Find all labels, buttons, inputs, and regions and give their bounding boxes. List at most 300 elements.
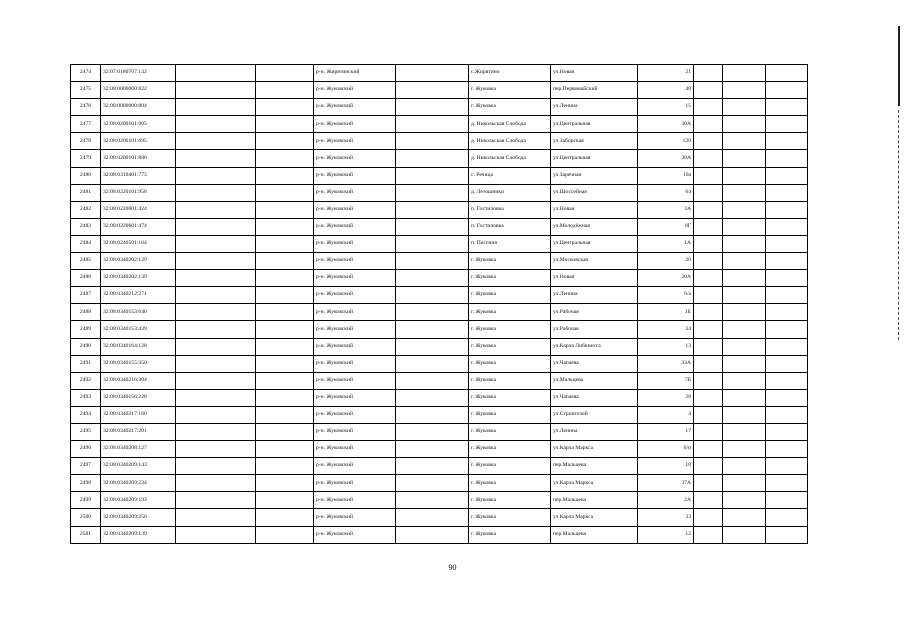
cadastral-number-cell: 32:08:0200101:905 [101,116,176,133]
empty-cell [723,492,766,509]
cadastral-number-cell: 32:08:0220001:424 [101,201,176,218]
table-row [71,492,808,509]
table-row [71,201,808,218]
street-cell: ул.Заборская [551,133,638,150]
district-cell: р-н. Жуковский [314,509,396,526]
empty-cell [723,65,766,82]
street-cell: ул.Карла Маркса [551,475,638,492]
empty-cell [766,509,808,526]
house-number-cell: 13 [638,338,694,355]
empty-cell [176,304,256,321]
street-cell: ул.Новая [551,270,638,287]
row-number-cell: 2482 [71,201,101,218]
row-number-cell: 2492 [71,372,101,389]
district-cell: р-н. Жуковский [314,116,396,133]
empty-cell [723,304,766,321]
cadastral-number-cell: 32:08:0340156:228 [101,389,176,406]
table-row [71,321,808,338]
empty-cell [766,65,808,82]
empty-cell [694,389,723,406]
empty-cell [694,372,723,389]
empty-cell [396,65,469,82]
locality-cell: г. Жуковка [469,99,551,116]
table-row [71,304,808,321]
empty-cell [176,321,256,338]
empty-cell [256,201,314,218]
cadastral-number-cell: 32:08:0340164:128 [101,338,176,355]
row-number-cell: 2481 [71,184,101,201]
table-row [71,167,808,184]
empty-cell [694,441,723,458]
locality-cell: г. Жуковка [469,492,551,509]
street-cell: ул.Рабочая [551,304,638,321]
cadastral-number-cell: 32:08:0340216:304 [101,372,176,389]
cadastral-number-cell: 32:08:0340153:640 [101,304,176,321]
empty-cell [694,201,723,218]
cadastral-number-cell: 32:08:0000000:804 [101,99,176,116]
house-number-cell: 33А [638,355,694,372]
empty-cell [766,201,808,218]
empty-cell [256,65,314,82]
table-row [71,99,808,116]
empty-cell [176,509,256,526]
row-number-cell: 2488 [71,304,101,321]
empty-cell [256,389,314,406]
empty-cell [396,304,469,321]
locality-cell: г. Жуковка [469,389,551,406]
district-cell: р-н. Жуковский [314,253,396,270]
cadastral-number-cell: 32:08:0240501:164 [101,235,176,252]
empty-cell [176,338,256,355]
empty-cell [256,150,314,167]
empty-cell [694,133,723,150]
empty-cell [694,321,723,338]
empty-cell [256,321,314,338]
locality-cell: г. Жуковка [469,82,551,99]
empty-cell [694,355,723,372]
empty-cell [766,99,808,116]
registry-table-body [71,65,808,544]
empty-cell [766,82,808,99]
empty-cell [396,423,469,440]
street-cell: ул.Новая [551,65,638,82]
district-cell: р-н. Жуковский [314,133,396,150]
empty-cell [694,509,723,526]
empty-cell [256,492,314,509]
table-row [71,270,808,287]
empty-cell [766,492,808,509]
empty-cell [176,287,256,304]
district-cell: р-н. Жуковский [314,355,396,372]
empty-cell [176,526,256,543]
empty-cell [723,133,766,150]
district-cell: р-н. Жуковский [314,458,396,475]
locality-cell: п. Песочня [469,235,551,252]
empty-cell [723,167,766,184]
empty-cell [176,253,256,270]
cadastral-number-cell: 32:08:0340209:193 [101,492,176,509]
house-number-cell: 10а [638,167,694,184]
district-cell: р-н. Жуковский [314,389,396,406]
table-row [71,423,808,440]
row-number-cell: 2487 [71,287,101,304]
row-number-cell: 2501 [71,526,101,543]
empty-cell [256,133,314,150]
table-row [71,509,808,526]
empty-cell [396,372,469,389]
empty-cell [256,441,314,458]
empty-cell [256,253,314,270]
empty-cell [723,321,766,338]
empty-cell [766,475,808,492]
locality-cell: п. Гостиловка [469,201,551,218]
district-cell: р-н. Жуковский [314,270,396,287]
cadastral-number-cell: 32:08:0340153:439 [101,321,176,338]
empty-cell [723,116,766,133]
table-row [71,235,808,252]
cadastral-number-cell: 32:08:0200101:886 [101,150,176,167]
locality-cell: г. Жуковка [469,423,551,440]
locality-cell: д. Никольская Слобода [469,116,551,133]
row-number-cell: 2498 [71,475,101,492]
district-cell: р-н. Жирятинский [314,65,396,82]
street-cell: пер.Мальцева [551,492,638,509]
row-number-cell: 2493 [71,389,101,406]
page-edge-line [898,26,900,106]
row-number-cell: 2479 [71,150,101,167]
empty-cell [396,406,469,423]
empty-cell [396,167,469,184]
house-number-cell: 40 [638,82,694,99]
cadastral-number-cell: 32:07:0180707:132 [101,65,176,82]
empty-cell [176,65,256,82]
locality-cell: г. Жуковка [469,406,551,423]
row-number-cell: 2485 [71,253,101,270]
empty-cell [176,389,256,406]
cadastral-number-cell: 32:08:0340202:139 [101,270,176,287]
district-cell: р-н. Жуковский [314,287,396,304]
empty-cell [723,150,766,167]
street-cell: ул.Ленина [551,287,638,304]
table-row [71,406,808,423]
cadastral-number-cell: 32:08:0340209:256 [101,509,176,526]
empty-cell [256,526,314,543]
empty-cell [256,99,314,116]
district-cell: р-н. Жуковский [314,492,396,509]
street-cell: ул.Шоссейная [551,184,638,201]
row-number-cell: 2486 [71,270,101,287]
district-cell: р-н. Жуковский [314,218,396,235]
empty-cell [176,167,256,184]
row-number-cell: 2494 [71,406,101,423]
locality-cell: г. Жуковка [469,475,551,492]
street-cell: ул.Карла Либкнехта [551,338,638,355]
district-cell: р-н. Жуковский [314,82,396,99]
empty-cell [723,82,766,99]
empty-cell [723,423,766,440]
empty-cell [396,355,469,372]
empty-cell [396,116,469,133]
empty-cell [396,184,469,201]
registry-table [70,64,808,544]
locality-cell: г. Жуковка [469,304,551,321]
table-row [71,82,808,99]
row-number-cell: 2480 [71,167,101,184]
empty-cell [694,270,723,287]
street-cell: ул.Карла Маркса [551,441,638,458]
empty-cell [694,235,723,252]
cadastral-number-cell: 32:08:0340209:143 [101,458,176,475]
table-row [71,475,808,492]
cadastral-number-cell: 32:08:0340217:160 [101,406,176,423]
table-row [71,116,808,133]
row-number-cell: 2477 [71,116,101,133]
empty-cell [766,338,808,355]
empty-cell [694,218,723,235]
table-row [71,389,808,406]
street-cell: пер.Первомайский [551,82,638,99]
empty-cell [256,184,314,201]
empty-cell [766,116,808,133]
empty-cell [176,441,256,458]
empty-cell [396,253,469,270]
empty-cell [256,218,314,235]
row-number-cell: 2496 [71,441,101,458]
empty-cell [766,458,808,475]
empty-cell [176,99,256,116]
empty-cell [766,218,808,235]
cadastral-number-cell: 32:08:0340209:139 [101,526,176,543]
empty-cell [396,235,469,252]
house-number-cell: 20А [638,270,694,287]
district-cell: р-н. Жуковский [314,201,396,218]
table-row [71,65,808,82]
empty-cell [723,270,766,287]
empty-cell [256,509,314,526]
locality-cell: д. Никольская Слобода [469,150,551,167]
house-number-cell: 120 [638,133,694,150]
empty-cell [723,184,766,201]
empty-cell [694,492,723,509]
empty-cell [396,270,469,287]
table-row [71,458,808,475]
empty-cell [396,99,469,116]
locality-cell: п. Гостиловка [469,218,551,235]
house-number-cell: 3А [638,201,694,218]
table-row [71,441,808,458]
table-row [71,150,808,167]
empty-cell [396,492,469,509]
empty-cell [694,287,723,304]
district-cell: р-н. Жуковский [314,526,396,543]
district-cell: р-н. Жуковский [314,99,396,116]
empty-cell [766,184,808,201]
empty-cell [256,338,314,355]
empty-cell [176,150,256,167]
cadastral-number-cell: 32:08:0200101:695 [101,133,176,150]
table-row [71,253,808,270]
empty-cell [723,355,766,372]
empty-cell [766,253,808,270]
street-cell: пер.Мальцева [551,458,638,475]
empty-cell [176,355,256,372]
street-cell: ул.Новая [551,201,638,218]
locality-cell: г. Жуковка [469,321,551,338]
empty-cell [396,526,469,543]
empty-cell [396,201,469,218]
district-cell: р-н. Жуковский [314,167,396,184]
empty-cell [694,304,723,321]
empty-cell [766,526,808,543]
page-edge-dashed-line [898,110,900,340]
street-cell: ул.Мальцева [551,372,638,389]
empty-cell [256,304,314,321]
row-number-cell: 2497 [71,458,101,475]
house-number-cell: 10 [638,458,694,475]
empty-cell [723,99,766,116]
row-number-cell: 2474 [71,65,101,82]
empty-cell [256,475,314,492]
street-cell: ул.Чапаева [551,355,638,372]
house-number-cell: 8Г [638,218,694,235]
empty-cell [766,287,808,304]
empty-cell [396,287,469,304]
house-number-cell: 30А [638,150,694,167]
empty-cell [694,475,723,492]
empty-cell [176,82,256,99]
row-number-cell: 2489 [71,321,101,338]
empty-cell [723,458,766,475]
empty-cell [694,253,723,270]
house-number-cell: 12 [638,526,694,543]
empty-cell [256,458,314,475]
empty-cell [766,150,808,167]
row-number-cell: 2490 [71,338,101,355]
district-cell: р-н. Жуковский [314,184,396,201]
empty-cell [176,116,256,133]
empty-cell [694,65,723,82]
empty-cell [694,150,723,167]
row-number-cell: 2484 [71,235,101,252]
house-number-cell: 21 [638,65,694,82]
street-cell: ул.Заречная [551,167,638,184]
empty-cell [176,406,256,423]
house-number-cell: 2А [638,492,694,509]
empty-cell [256,372,314,389]
empty-cell [694,423,723,440]
empty-cell [723,201,766,218]
empty-cell [723,218,766,235]
row-number-cell: 2478 [71,133,101,150]
locality-cell: г. Жуковка [469,287,551,304]
locality-cell: г. Жуковка [469,526,551,543]
empty-cell [723,287,766,304]
empty-cell [176,423,256,440]
empty-cell [766,167,808,184]
empty-cell [694,99,723,116]
empty-cell [256,287,314,304]
empty-cell [723,389,766,406]
house-number-cell: 6/а [638,287,694,304]
empty-cell [766,321,808,338]
table-row [71,372,808,389]
empty-cell [396,509,469,526]
row-number-cell: 2491 [71,355,101,372]
street-cell: ул.Молодёжная [551,218,638,235]
row-number-cell: 2483 [71,218,101,235]
empty-cell [694,184,723,201]
empty-cell [694,82,723,99]
empty-cell [766,270,808,287]
row-number-cell: 2476 [71,99,101,116]
empty-cell [176,270,256,287]
empty-cell [396,218,469,235]
empty-cell [396,441,469,458]
cadastral-number-cell: 32:08:0340202:129 [101,253,176,270]
empty-cell [256,167,314,184]
district-cell: р-н. Жуковский [314,304,396,321]
empty-cell [396,321,469,338]
locality-cell: г. Жуковка [469,270,551,287]
empty-cell [766,406,808,423]
empty-cell [766,235,808,252]
house-number-cell: 17 [638,423,694,440]
locality-cell: с. Речица [469,167,551,184]
district-cell: р-н. Жуковский [314,406,396,423]
cadastral-number-cell: 32:08:0310401:773 [101,167,176,184]
cadastral-number-cell: 32:08:0220101:958 [101,184,176,201]
empty-cell [176,372,256,389]
empty-cell [256,355,314,372]
street-cell: ул.Строителей [551,406,638,423]
empty-cell [176,218,256,235]
locality-cell: г. Жуковка [469,509,551,526]
street-cell: ул.Центральная [551,235,638,252]
empty-cell [766,389,808,406]
empty-cell [176,133,256,150]
district-cell: р-н. Жуковский [314,475,396,492]
locality-cell: д. Никольская Слобода [469,133,551,150]
empty-cell [723,235,766,252]
street-cell: ул.Чапаева [551,389,638,406]
empty-cell [694,406,723,423]
cadastral-number-cell: 32:08:0340209:234 [101,475,176,492]
empty-cell [723,253,766,270]
table-row [71,338,808,355]
house-number-cell: 37А [638,475,694,492]
district-cell: р-н. Жуковский [314,150,396,167]
empty-cell [176,458,256,475]
district-cell: р-н. Жуковский [314,321,396,338]
locality-cell: г. Жуковка [469,253,551,270]
street-cell: пер.Мальцева [551,526,638,543]
district-cell: р-н. Жуковский [314,338,396,355]
empty-cell [723,338,766,355]
empty-cell [694,458,723,475]
house-number-cell: 28 [638,389,694,406]
house-number-cell: 15 [638,99,694,116]
locality-cell: г. Жуковка [469,355,551,372]
empty-cell [723,441,766,458]
empty-cell [256,116,314,133]
house-number-cell: 33 [638,509,694,526]
cadastral-number-cell: 32:08:0340217:201 [101,423,176,440]
empty-cell [396,389,469,406]
empty-cell [766,372,808,389]
cadastral-number-cell: 32:08:0340155:350 [101,355,176,372]
empty-cell [766,441,808,458]
empty-cell [723,526,766,543]
